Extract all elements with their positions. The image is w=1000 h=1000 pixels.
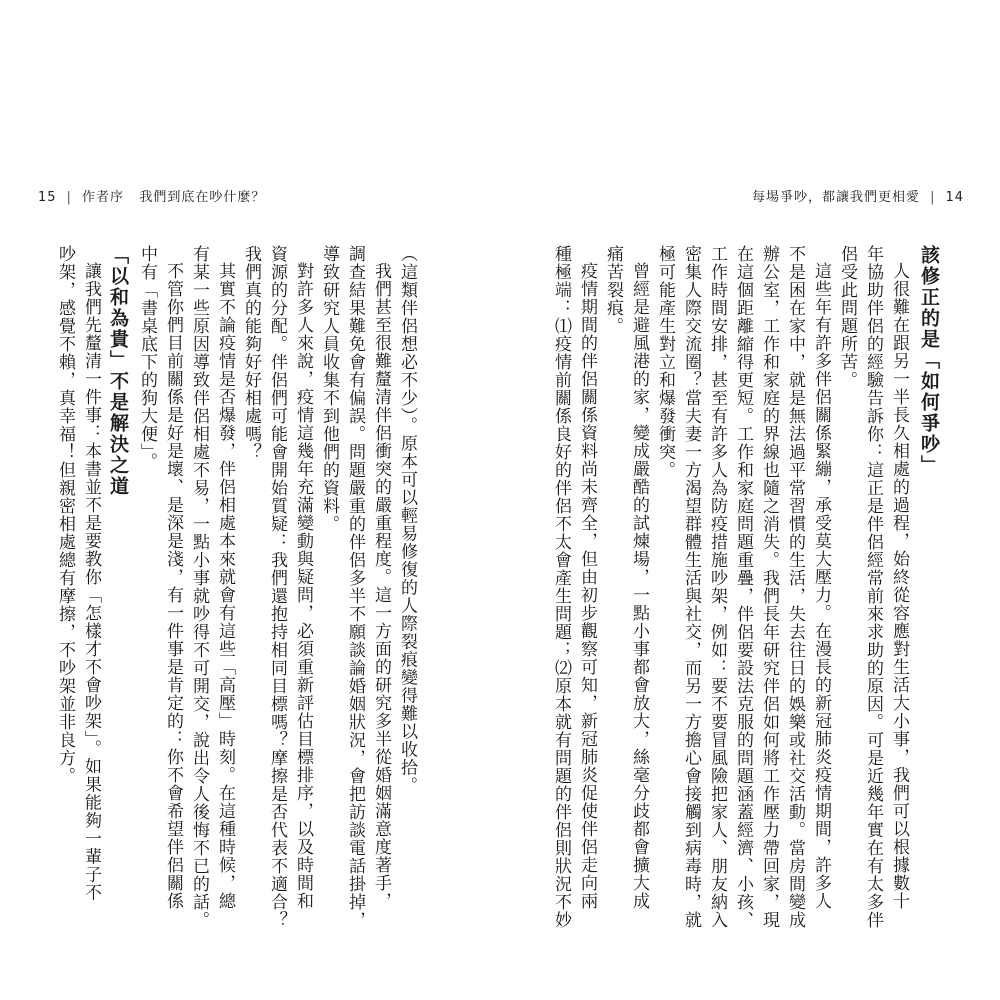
body-text-column: 吵架，感覺不賴，真幸福！但親密相處總有摩擦，不吵架並非良方。 [55,245,75,785]
body-text-column: 不是困在家中，就是無法過平常習慣的生活，失去往日的娛樂或社交活動。當房間變成 [785,245,805,929]
body-text-column: 這些年有許多伴侶關係緊繃，承受莫大壓力。在漫長的新冠肺炎疫情期間，許多人 [811,262,831,910]
body-text-column: （這類伴侶想必不少）。原本可以輕易修復的人際裂痕變得難以收拾。 [397,245,417,795]
body-text-column: 工作時間安排，甚至有許多人為防疫措施吵架，例如：要不要冒風險把家人、朋友納入 [707,245,727,929]
body-text-column: 導致研究人員收集不到他們的資料。 [319,245,339,533]
body-text-column: 其實不論疫情是否爆發，伴侶相處本來就會有這些「高壓」時刻。在這種時候，總 [215,262,235,910]
right-running-title: 每場爭吵，都讓我們更相愛 [752,190,921,205]
body-text-column: 我們甚至很難釐清伴侶衝突的嚴重程度。這一方面的研究多半從婚姻滿意度著手， [371,262,391,910]
body-text-column: 種極端：⑴疫情前關係良好的伴侶不太會產生問題；⑵原本就有問題的伴侶則狀況不妙 [551,245,571,929]
body-text-column: 年協助伴侶的經驗告訴你：這正是伴侶經常前來求助的原因。可是近幾年實在有太多伴 [863,245,883,929]
body-text-column: 人很難在跟另一半長久相處的過程，始終從容應對生活大小事，我們可以根據數十 [889,262,909,910]
section-heading-harmony: 「以和為貴」不是解決之道 [107,245,129,497]
body-text-column: 辦公室，工作和家庭的界線也隨之消失。我們長年研究伴侶如何將工作壓力帶回家，現 [759,245,779,929]
body-text-column: 調查結果難免會有偏誤。問題嚴重的伴侶多半不願談論婚姻狀況，會把訪談電話掛掉， [345,245,365,929]
section-heading-how-to-argue: 該修正的是「如何爭吵」 [918,245,940,476]
body-text-column: 痛苦裂痕。 [603,245,623,335]
left-page-header [38,186,265,205]
header-divider: | [66,190,72,205]
body-text-column: 中有「書桌底下的狗大便」。 [137,245,157,471]
body-text-column: 有某一些原因導致伴侶相處不易，一點小事就吵得不可開交，說出令人後悔不已的話。 [189,245,209,929]
body-text-column: 對許多人來說，疫情這幾年充滿變動與疑問，必須重新評估目標排序，以及時間和 [293,262,313,910]
left-running-title: 我們到底在吵什麼？ [139,190,266,205]
body-text-column: 我們真的能夠好好相處嗎？ [241,245,261,461]
body-text-column: 讓我們先釐清一件事：本書並不是要教你「怎樣才不會吵架」。如果能夠一輩子不 [81,262,101,902]
body-text-column: 曾經是避風港的家，變成嚴酷的試煉場，一點小事都會放大，絲毫分歧都會擴大成 [629,262,649,910]
body-text-column: 疫情期間的伴侶關係資料尚未齊全，但由初步觀察可知，新冠肺炎促使伴侶走向兩 [577,262,597,910]
right-page-number: 14 [945,190,964,205]
body-text-column: 在這個距離縮得更短。工作和家庭問題重疊，伴侶要設法克服的問題涵蓋經濟、小孩、 [733,245,753,929]
body-text-column: 資源的分配。伴侶們可能會開始質疑：我們還抱持相同目標嗎？摩擦是否代表不適合？ [267,245,287,929]
left-section-label: 作者序 [81,190,124,205]
body-text-column: 不管你們目前關係是好是壞、是深是淺，有一件事是肯定的：你不會希望伴侶關係 [163,262,183,910]
body-text-column: 侶受此問題所苦。 [837,245,857,389]
left-page-number: 15 [38,190,57,205]
header-divider: | [930,190,936,205]
right-page-header [752,186,964,205]
body-text-column: 極可能產生對立和爆發衝突。 [655,245,675,479]
body-text-column: 密集人際交流圈？當夫妻一方渴望群體生活與社交，而另一方擔心會接觸到病毒時，就 [681,245,701,929]
